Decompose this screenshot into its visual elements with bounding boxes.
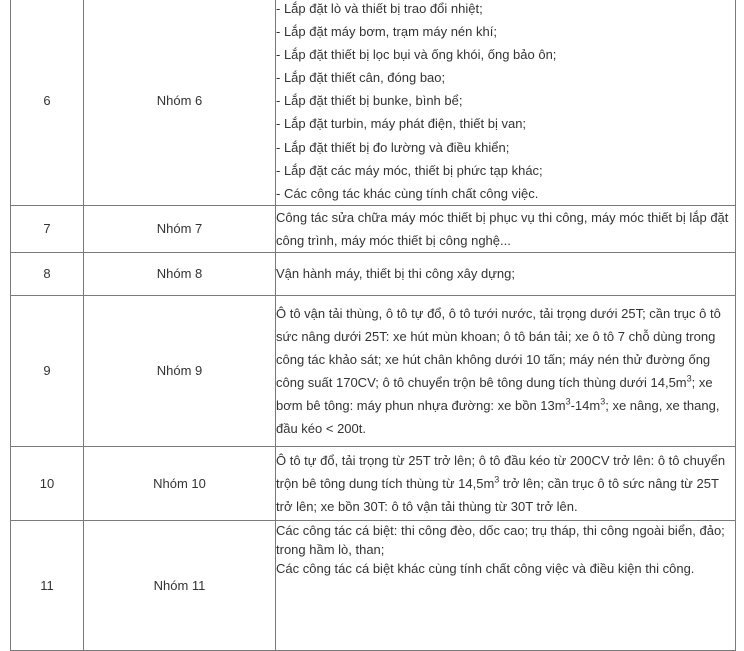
list-item: - Các công tác khác cùng tính chất công việc. [276, 185, 539, 201]
group-description [276, 446, 736, 520]
text-part: Ô tô tự đổ, tải trọng từ 25T trở lên; ô tô đầu kéo từ 200CV trở lên: ô tô chuyển trộn bê tông dung tích thùng từ 14,5m [276, 452, 726, 491]
description-text: Vận hành máy, thiết bị thi công xây dựng; [276, 266, 515, 282]
description-text: Các công tác cá biệt: thi công đèo, dốc cao; trụ tháp, thi công ngoài biển, đảo; trong hầm lò, than; [276, 522, 725, 557]
group-name: Nhóm 11 [84, 520, 276, 650]
group-name: Nhóm 8 [84, 252, 276, 295]
list-item: - Lắp đặt turbin, máy phát điện, thiết bị van; [276, 116, 527, 132]
group-name: Nhóm 10 [84, 446, 276, 520]
list-item: - Lắp đặt thiết cân, đóng bao; [276, 70, 446, 86]
group-description [276, 252, 736, 295]
description-text [276, 302, 735, 440]
superscript: 3 [565, 396, 571, 407]
row-number: 7 [11, 205, 84, 252]
group-name: Nhóm 7 [84, 205, 276, 252]
text-part: ; xe bơm bê tông: máy phun nhựa đường: xe bồn 13m [276, 374, 713, 413]
list-item: - Lắp đặt máy bơm, trạm máy nén khí; [276, 24, 497, 40]
list-item: - Lắp đặt lò và thiết bị trao đổi nhiệt; [276, 1, 483, 16]
group-description [276, 205, 736, 252]
description-text: Công tác sửa chữa máy móc thiết bị phục vụ thi công, máy móc thiết bị lắp đặt công trình, máy móc thiết bị công nghệ... [276, 209, 729, 248]
labor-group-table [10, 0, 736, 651]
row-number: 6 [11, 0, 84, 205]
group-name: Nhóm 9 [84, 295, 276, 446]
table-row [11, 205, 736, 252]
table-row [11, 446, 736, 520]
text-part: Ô tô vận tải thùng, ô tô tự đổ, ô tô tưới nước, tải trọng dưới 25T; cần trục ô tô sức nâng dưới 25T: xe hút mùn khoan; ô tô bán tải; xe ô tô 7 chỗ dùng trong công tác khảo sát; xe hút chân không dưới 10 tấn; máy nén thử đường ống công suất 170CV; ô tô chuyển trộn bê tông dung tích thùng dưới 14,5m [276, 305, 721, 390]
table-row [11, 520, 736, 650]
table-row [11, 0, 736, 205]
description-text [276, 449, 735, 518]
superscript: 3 [494, 474, 500, 485]
row-number: 10 [11, 446, 84, 520]
text-part: ; xe nâng, xe thang, đầu kéo < 200t. [276, 397, 720, 436]
list-item: - Lắp đặt thiết bị bunke, bình bể; [276, 93, 463, 109]
group-description [276, 295, 736, 446]
description-text: Các công tác cá biệt khác cùng tính chất công việc và điều kiện thi công. [276, 560, 695, 576]
text-part: -14m [570, 397, 601, 413]
group-name: Nhóm 6 [84, 0, 276, 205]
row-number: 11 [11, 520, 84, 650]
superscript: 3 [600, 396, 606, 407]
row-number: 9 [11, 295, 84, 446]
list-item: - Lắp đặt thiết bị đo lường và điều khiển; [276, 139, 510, 155]
group-description [276, 0, 736, 205]
row-number: 8 [11, 252, 84, 295]
list-item: - Lắp đặt các máy móc, thiết bị phức tạp khác; [276, 162, 543, 178]
superscript: 3 [686, 373, 692, 384]
list-item: - Lắp đặt thiết bị lọc bụi và ống khói, ống bảo ôn; [276, 47, 557, 63]
text-part: trở lên; cần trục ô tô sức nâng từ 25T trở lên; xe bồn 30T: ô tô vận tải thùng từ 30T trở lên. [276, 475, 719, 514]
table-row [11, 252, 736, 295]
group-description [276, 520, 736, 650]
table-row [11, 295, 736, 446]
